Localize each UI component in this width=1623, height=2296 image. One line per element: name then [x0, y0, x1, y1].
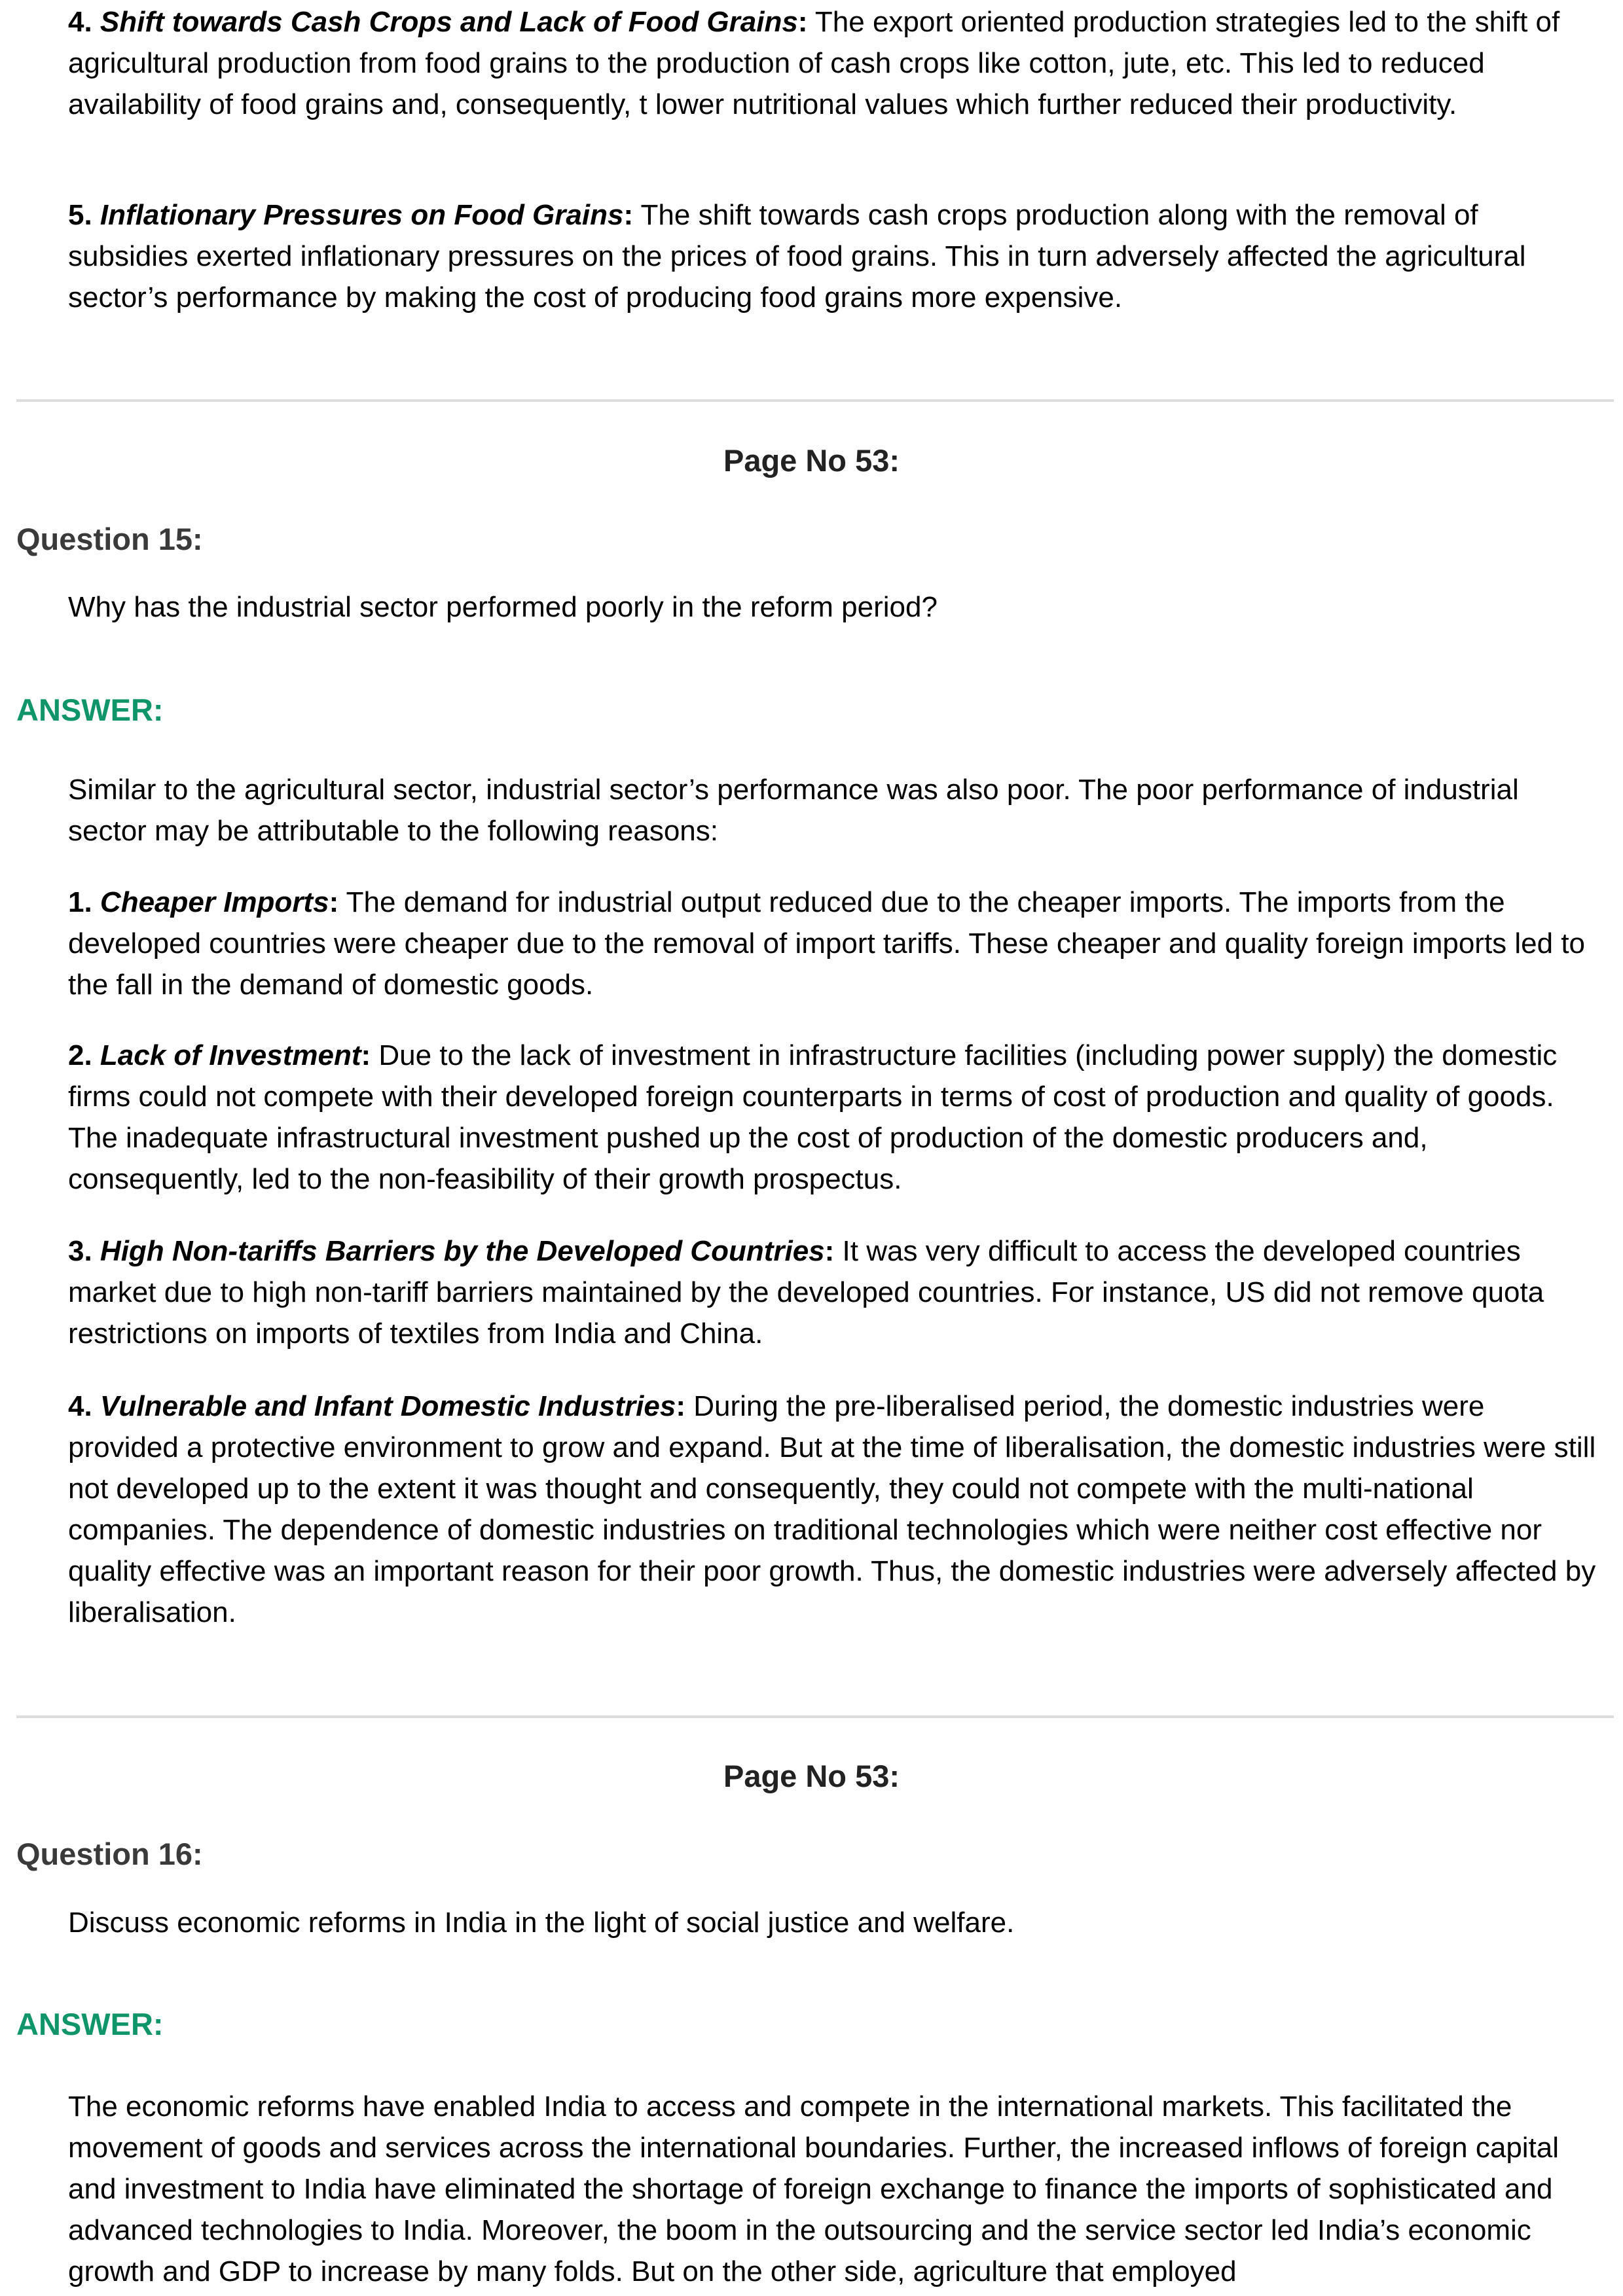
point-term: Cheaper Imports — [100, 886, 329, 918]
point-colon: : — [824, 1235, 835, 1267]
point-text: It was very difficult to access the developed countries market due to high non-tariff barriers maintained by the developed countries. For instance, US did not remove quota restrictions on imports of textiles from India and China. — [68, 1235, 1544, 1350]
point-number: 3. — [68, 1235, 100, 1267]
point-term: Inflationary Pressures on Food Grains — [100, 199, 624, 231]
page-number-heading: Page No 53: — [723, 1759, 900, 1793]
point-text: During the pre-liberalised period, the domestic industries were provided a protective environment to grow and expand. But at the time of liberalisation, the domestic industries were still not developed up to the extent it was thought and consequently, they could not compete with the multi-national companies. The dependence of domestic industries on traditional technologies which were neither cost effective nor quality effective was an important reason for their poor growth. Thus, the domestic industries were adversely affected by liberalisation. — [68, 1390, 1596, 1628]
answer-point — [68, 882, 1600, 1005]
point-text: Due to the lack of investment in infrastructure facilities (including power supply) the domestic firms could not compete with their developed foreign counterparts in terms of cost of production and quality of goods. The inadequate infrastructural investment pushed up the cost of production of the domestic producers and, consequently, led to the non-feasibility of their growth prospectus. — [68, 1039, 1558, 1195]
point-colon: : — [676, 1390, 685, 1422]
question-text: Why has the industrial sector performed poorly in the reform period? — [68, 591, 938, 623]
point-number: 5. — [68, 199, 100, 231]
point-text: The shift towards cash crops production along with the removal of subsidies exerted inflationary pressures on the prices of food grains. This in turn adversely affected the agricultural sector’s performance by making the cost of producing food grains more expensive. — [68, 199, 1526, 314]
point-number: 4. — [68, 1390, 100, 1422]
point-number: 4. — [68, 6, 100, 38]
section-divider — [16, 399, 1614, 402]
point-colon: : — [623, 199, 634, 231]
point-term: Shift towards Cash Crops and Lack of Food Grains — [100, 6, 798, 38]
section-divider — [16, 1715, 1614, 1718]
question-text: Discuss economic reforms in India in the light of social justice and welfare. — [68, 1907, 1015, 1939]
point-text: The demand for industrial output reduced due to the cheaper imports. The imports from the developed countries were cheaper due to the removal of import tariffs. These cheaper and quality foreign imports led to the fall in the demand of domestic goods. — [68, 886, 1586, 1001]
answer-label: ANSWER: — [16, 692, 164, 727]
answer-intro: The economic reforms have enabled India to access and compete in the international markets. This facilitated the movement of goods and services across the international boundaries. Further, the increased inflows of foreign capital and investment to India have eliminated the shortage of foreign exchange to finance the imports of sophisticated and advanced technologies to India. Moreover, the boom in the outsourcing and the service sector led India’s economic growth and GDP to increase by many folds. But on the other side, agriculture that employed — [68, 2090, 1559, 2287]
point-number: 2. — [68, 1039, 100, 1071]
answer-point-5-prev — [68, 194, 1600, 318]
point-colon: : — [797, 6, 808, 38]
answer-point — [68, 1386, 1600, 1633]
question-heading: Question 15: — [16, 522, 203, 556]
point-colon: : — [361, 1039, 371, 1071]
point-term: Lack of Investment — [100, 1039, 361, 1071]
point-text: The export oriented production strategies led to the shift of agricultural production from food grains to the production of cash crops like cotton, jute, etc. This led to reduced availability of food grains and, consequently, t lower nutritional values which further reduced their productivity. — [68, 6, 1560, 120]
answer-label: ANSWER: — [16, 2007, 164, 2041]
point-term: Vulnerable and Infant Domestic Industries — [100, 1390, 676, 1422]
answer-point-4-prev — [68, 1, 1600, 125]
page-number-heading: Page No 53: — [723, 443, 900, 478]
answer-intro: Similar to the agricultural sector, industrial sector’s performance was also poor. The poor performance of industrial sector may be attributable to the following reasons: — [68, 774, 1519, 847]
question-heading: Question 16: — [16, 1837, 203, 1871]
answer-point — [68, 1035, 1600, 1200]
answer-point — [68, 1230, 1600, 1354]
point-term: High Non-tariffs Barriers by the Developed Countries — [100, 1235, 825, 1267]
point-number: 1. — [68, 886, 100, 918]
point-colon: : — [329, 886, 339, 918]
